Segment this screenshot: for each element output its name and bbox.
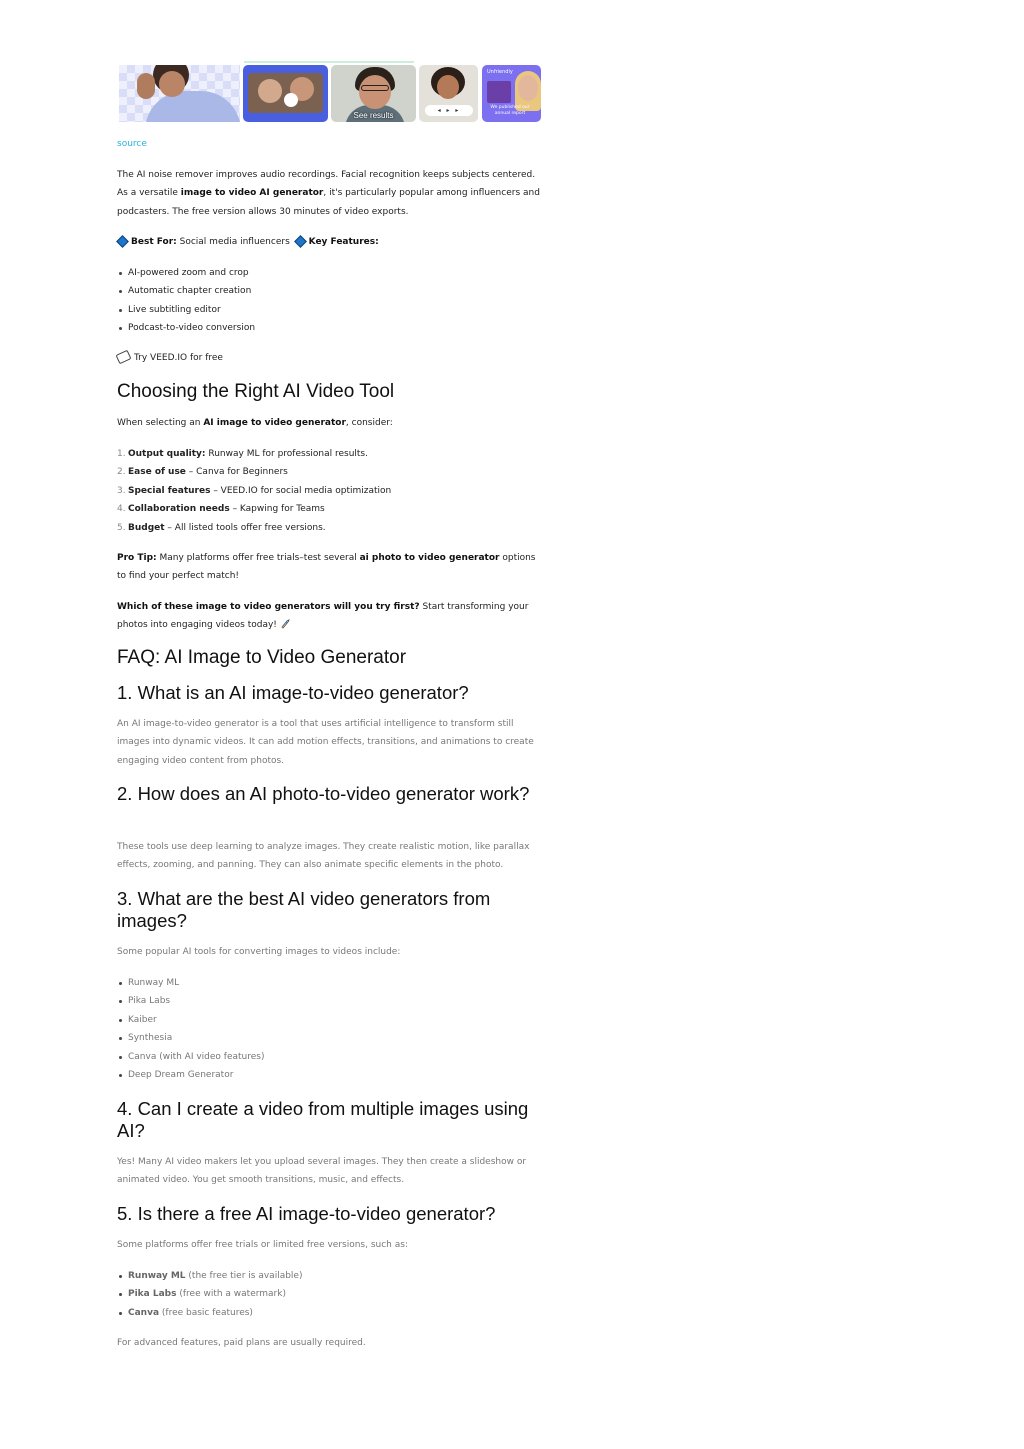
free-options-list	[117, 1267, 542, 1322]
list-item: Podcast-to-video conversion	[117, 319, 542, 337]
list-item: Runway ML (the free tier is available)	[117, 1267, 542, 1285]
faq-question-1: 1. What is an AI image-to-video generator?	[117, 682, 469, 703]
thumbnail-note: We published our annual report	[490, 105, 530, 116]
best-for-line: Best For: Social media influencers Key Features:	[117, 233, 542, 251]
rocket-icon	[280, 619, 290, 629]
list-item: 4. Collaboration needs – Kapwing for Teams	[117, 504, 325, 515]
faq-answer-5-outro: For advanced features, paid plans are usually required.	[117, 1338, 366, 1348]
faq-answer-2: These tools use deep learning to analyze images. They create realistic motion, like parallax effects, zooming, and panning. They can also animate specific elements in the photo.	[117, 842, 530, 871]
player-controls-icon: ◂ ▸ ▸	[425, 105, 473, 116]
list-item: Automatic chapter creation	[117, 282, 542, 300]
list-item: 2. Ease of use – Canva for Beginners	[117, 467, 288, 478]
faq-question-4: 4. Can I create a video from multiple images using AI?	[117, 1098, 529, 1141]
source-link[interactable]: source	[117, 139, 147, 149]
hero-image-strip	[117, 61, 542, 123]
list-item: 3. Special features – VEED.IO for social media optimization	[117, 485, 392, 496]
list-item: Kaiber	[117, 1011, 542, 1029]
play-icon	[284, 93, 298, 107]
woman-player-thumbnail	[419, 65, 478, 122]
list-item: AI-powered zoom and crop	[117, 264, 542, 282]
tag-icon	[115, 349, 131, 364]
smiling-man-thumbnail	[331, 65, 416, 122]
faq-question-5: 5. Is there a free AI image-to-video generator?	[117, 1203, 496, 1224]
faq-question-3: 3. What are the best AI video generators from images?	[117, 888, 491, 931]
report-thumbnail	[482, 65, 541, 122]
list-item: Canva (with AI video features)	[117, 1048, 542, 1066]
list-item: Pika Labs (free with a watermark)	[117, 1285, 542, 1303]
choose-intro: When selecting an AI image to video generator, consider:	[117, 418, 393, 428]
blue-diamond-icon	[116, 235, 129, 248]
list-item: Deep Dream Generator	[117, 1066, 542, 1084]
list-item: Pika Labs	[117, 992, 542, 1010]
question-paragraph: Which of these image to video generators will you try first? Start transforming your photos into engaging videos today!	[117, 602, 529, 631]
list-item: Runway ML	[117, 974, 542, 992]
faq-answer-4: Yes! Many AI video makers let you upload several images. They then create a slideshow or animated video. You get smooth transitions, music, and effects.	[117, 1157, 527, 1186]
faq-answer-1: An AI image-to-video generator is a tool that uses artificial intelligence to transform still images into dynamic videos. It can add motion effects, transitions, and animations to create engaging video content from photos.	[117, 719, 534, 766]
list-item: Live subtitling editor	[117, 301, 542, 319]
blue-diamond-icon	[294, 235, 307, 248]
try-veed-line[interactable]: Try VEED.IO for free	[117, 349, 542, 367]
intro-paragraph: The AI noise remover improves audio recordings. Facial recognition keeps subjects centered. As a versatile image to video AI generator, it's particularly popular among influencers and podcasters. The free version allows 30 minutes of video exports.	[117, 170, 540, 217]
chart-icon	[487, 81, 511, 103]
tools-list	[117, 974, 542, 1084]
features-list	[117, 264, 542, 338]
list-item: Canva (free basic features)	[117, 1304, 542, 1322]
list-item: Synthesia	[117, 1029, 542, 1047]
thumbnail-caption: See results	[353, 111, 394, 120]
list-item: 5. Budget – All listed tools offer free versions.	[117, 522, 326, 533]
list-item: 1. Output quality: Runway ML for professional results.	[117, 449, 368, 459]
criteria-list	[117, 445, 542, 537]
woman-transparent-bg-thumbnail	[119, 65, 240, 122]
faq-answer-5-intro: Some platforms offer free trials or limited free versions, such as:	[117, 1240, 408, 1250]
faq-question-2: 2. How does an AI photo-to-video generator work?	[117, 783, 530, 804]
pro-tip-paragraph: Pro Tip: Many platforms offer free trials–test several ai photo to video generator options to find your perfect match!	[117, 553, 536, 582]
section-title-choose: Choosing the Right AI Video Tool	[117, 381, 395, 402]
thumbnail-label: Unfriendly	[487, 69, 513, 75]
faq-title: FAQ: AI Image to Video Generator	[117, 647, 407, 668]
faq-answer-3-intro: Some popular AI tools for converting images to videos include:	[117, 947, 401, 957]
video-call-thumbnail	[243, 65, 328, 122]
progress-line	[244, 61, 414, 63]
